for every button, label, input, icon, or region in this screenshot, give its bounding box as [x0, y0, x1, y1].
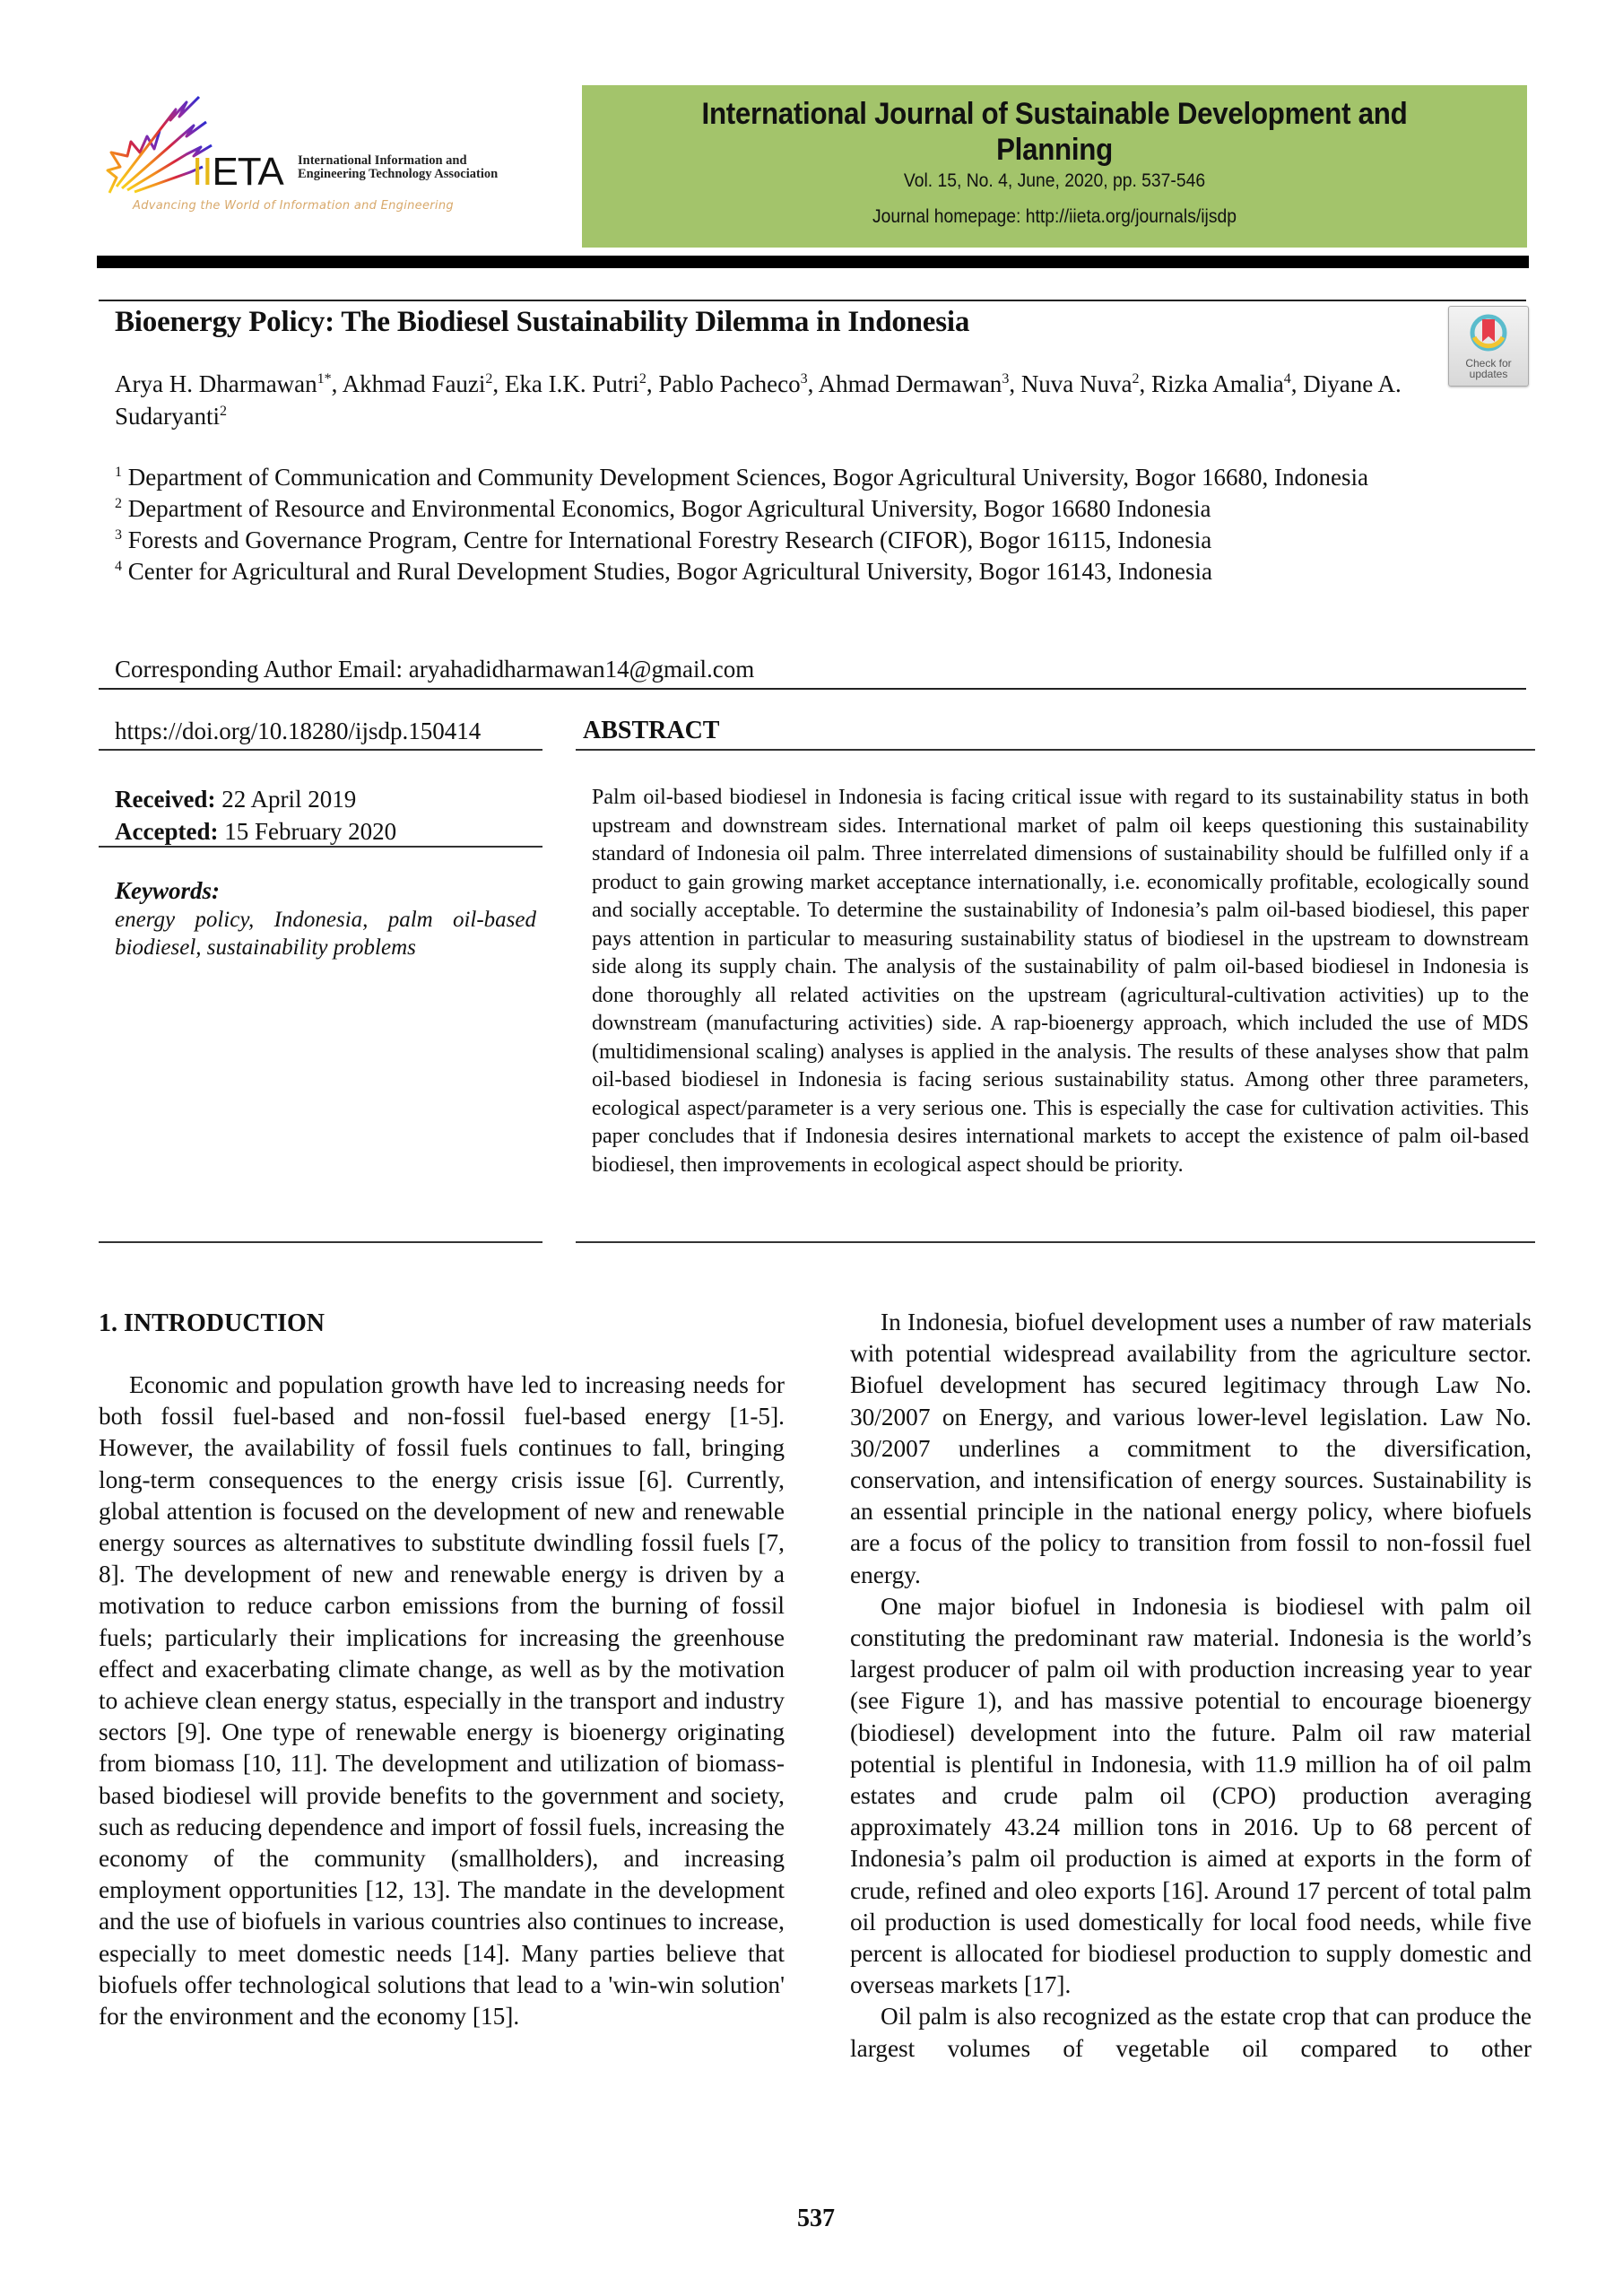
author: Rizka Amalia$^4$,	[1151, 370, 1304, 397]
received-date: Received: 22 April 2019	[115, 786, 357, 813]
paragraph: Oil palm is also recognized as the estate crop that can produce the largest volumes of vegetable oil compared to other	[850, 2003, 1532, 2062]
keywords-bottom-rule	[99, 1241, 542, 1243]
logo-tagline: Advancing the World of Information and Engineering	[133, 199, 454, 213]
abstract-bottom-rule	[576, 1241, 1535, 1243]
header-divider-bar	[97, 256, 1529, 268]
abstract-text: Palm oil-based biodiesel in Indonesia is facing critical issue with regard to its sustainability status in both upstream and downstream sides. International market of palm oil keeps questioning this sustainability standard of Indonesia oil palm. Three interrelated dimensions of sustainability should be fulfilled only if a product to gain growing market acceptance internationally, i.e. economically profitable, ecologically sound and socially acceptable. To determine the sustainability of Indonesia’s palm oil-based biodiesel, this paper pays attention in particular to measuring sustainability status of biodiesel in the upstream to downstream side along its supply chain. The analysis of the sustainability of palm oil-based biodiesel in Indonesia is done thoroughly all related activities on the upstream (agricultural-cultivation activities) up to the downstream (manufacturing activities) side. A rap-bioenergy approach, which included the use of MDS (multidimensional scaling) analyses is applied in the analysis. The results of these analyses show that palm oil-based biodiesel in Indonesia is facing serious sustainability status. Among other three parameters, ecological aspect/parameter is a very serious one. This is especially the case for cultivation activities. This paper concludes that if Indonesia desires international markets to accept the existence of palm oil-based biodiesel, then improvements in ecological aspect should be priority.	[592, 786, 1529, 1177]
bookmark-icon	[1469, 312, 1508, 353]
section-heading-introduction: 1. INTRODUCTION	[99, 1309, 325, 1337]
email-rule	[99, 688, 1526, 690]
author: Eka I.K. Putri$^2$,	[504, 370, 659, 397]
author: Akhmad Fauzi$^2$,	[342, 370, 505, 397]
journal-title: International Journal of Sustainable Development and Planning	[701, 97, 1408, 167]
accepted-date: Accepted: 15 February 2020	[115, 818, 397, 845]
logo-org-name: International Information and Engineering Technology Association	[298, 153, 499, 181]
affiliation: $^1$ Department of Communication and Community Development Sciences, Bogor Agricultural University, Bogor 16680, Indonesia	[115, 464, 1368, 491]
doi-link[interactable]: https://doi.org/10.18280/ijsdp.150414	[115, 718, 482, 744]
affiliation: $^4$ Center for Agricultural and Rural Development Studies, Bogor Agricultural University, Bogor 16143, Indonesia	[115, 558, 1213, 585]
body-right-column	[850, 1307, 1532, 2065]
author-list	[115, 368, 1433, 432]
abstract-heading: ABSTRACT	[583, 717, 720, 744]
check-for-updates-badge[interactable]: Check for updates	[1448, 306, 1529, 387]
keywords-heading: Keywords:	[115, 877, 220, 904]
paragraph: Economic and population growth have led to increasing needs for both fossil fuel-based and non-fossil fuel-based energy [1-5]. However, the availability of fossil fuels continues to fall, bringing long-term consequences to the energy crisis issue [6]. Currently, global attention is focused on the development of new and renewable energy sources as alternatives to substitute dwindling fossil fuels [7, 8]. The development of new and renewable energy is driven by a motivation to reduce carbon emissions from the burning of fossil fuels; particularly their implications for increasing the greenhouse effect and exacerbating climate change, as well as by the motivation to achieve clean energy status, especially in the transport and industry sectors [9]. One type of renewable energy is bioenergy originating from biomass [10, 11]. The development and utilization of biomass-based biodiesel will provide benefits to the government and society, such as reducing dependence and import of fossil fuels, increasing the economy of the community (smallholders), and increasing employment opportunities [12, 13]. The mandate in the development and the use of biofuels in various countries also continues to increase, especially to meet domestic needs [14]. Many parties believe that biofuels offer technological solutions that lead to a 'win-win solution' for the environment and the economy [15].	[99, 1371, 785, 2031]
keywords-list: energy policy, Indonesia, palm oil-based biodiesel, sustainability problems	[115, 908, 536, 960]
dates-block	[115, 783, 396, 848]
iieta-logo	[100, 90, 522, 215]
paragraph: One major biofuel in Indonesia is biodiesel with palm oil constituting the predominant raw material. Indonesia is the world’s largest producer of palm oil with production increasing year to year (see Figure 1), and has massive potential to encourage bioenergy (biodiesel) development into the future. Palm oil raw material potential is plentiful in Indonesia, with 11.9 million ha of oil palm estates and crude palm oil (CPO) production averaging approximately 43.24 million tons in 2016. Up to 68 percent of Indonesia’s palm oil production is aimed at exports in the form of crude, refined and oleo exports [16]. Around 17 percent of total palm oil production is used domestically for local food needs, while five percent is allocated for biodiesel production to supply domestic and overseas markets [17].	[850, 1592, 1532, 1999]
author: Ahmad Dermawan$^3$,	[818, 370, 1021, 397]
logo-wordmark: IIETA	[192, 150, 283, 194]
affiliation: $^3$ Forests and Governance Program, Centre for International Forestry Research (CIFOR), Bogor 16115, Indonesia	[115, 526, 1212, 553]
corresponding-email[interactable]: Corresponding Author Email: aryahadidharmawan14@gmail.com	[115, 656, 755, 683]
body-left-column	[99, 1370, 785, 2032]
paragraph: In Indonesia, biofuel development uses a number of raw materials with potential widespread availability from the agriculture sector. Biofuel development has secured legitimacy through Law No. 30/2007 on Energy, and various lower-level legislation. Law No. 30/2007 underlines a commitment to the diversification, conservation, and intensification of energy sources. Sustainability is an essential principle in the national energy policy, where biofuels are a focus of the policy to transition from fossil to non-fossil fuel energy.	[850, 1309, 1532, 1588]
affiliation: $^2$ Department of Resource and Environmental Economics, Bogor Agricultural University, Bogor 16680 Indonesia	[115, 495, 1211, 522]
affiliations	[115, 462, 1487, 587]
page-number: 537	[797, 2205, 835, 2232]
dates-rule	[99, 846, 542, 848]
author: Diyane A. Sudaryanti$^2$	[115, 370, 1402, 430]
doi-rule	[99, 749, 542, 751]
author: Nuva Nuva$^2$,	[1020, 370, 1152, 397]
title-top-rule	[99, 300, 1526, 301]
author: Arya H. Dharmawan$^{1*}$,	[115, 370, 343, 397]
journal-banner	[582, 85, 1527, 248]
journal-homepage-link[interactable]: Journal homepage: http://iieta.org/journals/ijsdp	[872, 206, 1237, 227]
abstract-top-rule	[576, 749, 1535, 751]
journal-volume: Vol. 15, No. 4, June, 2020, pp. 537-546	[903, 170, 1206, 191]
paper-title: Bioenergy Policy: The Biodiesel Sustainability Dilemma in Indonesia	[115, 306, 970, 338]
author: Pablo Pacheco$^3$,	[658, 370, 819, 397]
